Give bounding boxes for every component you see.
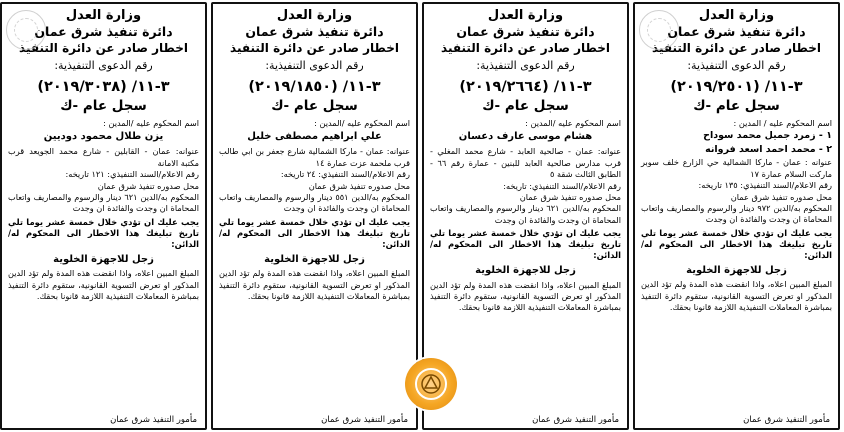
footer-signature: مأمور التنفيذ شرق عمان	[110, 415, 197, 425]
ministry-name: وزارة العدل	[276, 8, 353, 23]
register-label: سجل عام -ك	[60, 98, 147, 114]
ministry-name: وزارة العدل	[698, 8, 775, 23]
debtor-name-1: علي ابراهيم مصطفى خليل	[247, 131, 382, 143]
watermark-emblem-icon	[414, 367, 448, 401]
judgment-amount: المحكوم به/الدين ٦٢١ دينار والرسوم والمصاريف واتعاب المحاماة ان وجدت والفائدة ان وجدت	[430, 203, 621, 225]
reference-number: رقم الاعلام/السند التنفيذي: ٢٤ تاريخه:	[280, 169, 410, 180]
case-label: رقم الدعوى التنفيذية:	[476, 59, 575, 72]
case-number: ٣-١١/ (٢٠١٩/٢٦٦٤)	[459, 79, 592, 95]
payment-warning: يجب عليك ان تؤدي خلال خمسة عشر يوما تلي تاريخ تبليغك هذا الاخطار الى المحكوم له/الدائن:	[8, 216, 199, 249]
seizure-note: زجل للاجهزة الخلوية	[686, 264, 787, 276]
closing-text: المبلغ المبين اعلاه، واذا انقضت هذه المدة ولم تؤد الدين المذكور او تعرض التسوية القانونية، ستقوم دائرة التنفيذ بمباشرة المعاملات التنفيذية اللازمة قانونا بحقك.	[430, 279, 621, 313]
notice-body	[8, 118, 199, 302]
seizure-note: زجل للاجهزة الخلوية	[264, 253, 365, 265]
debtor-address: عنوانه : عمان - ماركا الشمالية حي الزارع خلف سوبر ماركت السلام عمارة ١٧	[641, 157, 832, 179]
department-name: دائرة تنفيذ شرق عمان	[34, 24, 173, 39]
notice-title: اخطار صادر عن دائرة التنفيذ	[19, 41, 188, 55]
debtor-address: عنوانه: عمان - القابلين - شارع محمد الجويعد قرب مكتبة الامانة	[8, 146, 199, 168]
seizure-note: زجل للاجهزة الخلوية	[53, 253, 154, 265]
notice-title: اخطار صادر عن دائرة التنفيذ	[441, 41, 610, 55]
notice-column-2	[422, 2, 629, 430]
case-label: رقم الدعوى التنفيذية:	[265, 59, 364, 72]
payment-warning: يجب عليك ان تؤدي خلال خمسة عشر يوما تلي تاريخ تبليغك هذا الاخطار الى المحكوم له/الدائن:	[219, 216, 410, 249]
notice-column-3	[211, 2, 418, 430]
ministry-seal-icon	[639, 10, 679, 50]
issue-place: محل صدوره تنفيذ شرق عمان	[308, 180, 410, 191]
notice-body	[641, 118, 832, 313]
reference-number: رقم الاعلام/السند التنفيذي: ١٣٥ تاريخه:	[698, 180, 832, 191]
reference-number: رقم الاعلام/السند التنفيذي: ١٢١ تاريخه:	[65, 169, 199, 180]
issue-place: محل صدوره تنفيذ شرق عمان	[519, 192, 621, 203]
case-label: رقم الدعوى التنفيذية:	[687, 59, 786, 72]
debtor-name-1: يزن طلال محمود دوديين	[43, 131, 164, 143]
closing-text: المبلغ المبين اعلاه، واذا انقضت هذه المدة ولم تؤد الدين المذكور او تعرض التسوية القانونية، ستقوم دائرة التنفيذ بمباشرة المعاملات التنفيذية اللازمة قانونا بحقك.	[641, 279, 832, 313]
notice-title: اخطار صادر عن دائرة التنفيذ	[652, 41, 821, 55]
notice-title: اخطار صادر عن دائرة التنفيذ	[230, 41, 399, 55]
ministry-seal-icon	[6, 10, 46, 50]
payment-warning: يجب عليك ان تؤدي خلال خمسة عشر يوما تلي تاريخ تبليغك هذا الاخطار الى المحكوم له/الدائن:	[430, 228, 621, 261]
issue-place: محل صدوره تنفيذ شرق عمان	[730, 191, 832, 202]
debtor-name-2: ٢ - محمد احمد اسعد فروانه	[705, 144, 832, 156]
notice-body	[430, 118, 621, 314]
notice-column-1	[633, 2, 840, 430]
seizure-note: زجل للاجهزة الخلوية	[475, 265, 576, 277]
footer-signature: مأمور التنفيذ شرق عمان	[743, 415, 830, 425]
closing-text: المبلغ المبين اعلاه، واذا انقضت هذه المدة ولم تؤد الدين المذكور او تعرض التسوية القانونية، ستقوم دائرة التنفيذ بمباشرة المعاملات التنفيذية اللازمة قانونا بحقك.	[219, 268, 410, 302]
closing-text: المبلغ المبين اعلاه، واذا انقضت هذه المدة ولم تؤد الدين المذكور او تعرض التسوية القانونية، ستقوم دائرة التنفيذ بمباشرة المعاملات التنفيذية اللازمة قانونا بحقك.	[8, 268, 199, 302]
notice-body	[219, 118, 410, 302]
debtor-label: اسم المحكوم عليه /المدين :	[103, 118, 199, 128]
register-label: سجل عام -ك	[271, 98, 358, 114]
case-number: ٣-١١/ (٢٠١٩/٣٠٣٨)	[37, 79, 170, 95]
register-label: سجل عام -ك	[693, 98, 780, 114]
department-name: دائرة تنفيذ شرق عمان	[245, 24, 384, 39]
debtor-name-1: هشام موسى عارف دعسان	[458, 131, 593, 143]
debtor-label: اسم المحكوم عليه /المدين :	[314, 118, 410, 128]
footer-signature: مأمور التنفيذ شرق عمان	[321, 415, 408, 425]
register-label: سجل عام -ك	[482, 98, 569, 114]
case-label: رقم الدعوى التنفيذية:	[54, 59, 153, 72]
reference-number: رقم الاعلام/السند التنفيذي: تاريخه:	[503, 180, 621, 191]
judgment-amount: المحكوم به/الدين ٥٥١ دينار والرسوم والمصاريف واتعاب المحاماة ان وجدت والفائدة ان وجدت	[219, 192, 410, 214]
footer-signature: مأمور التنفيذ شرق عمان	[532, 415, 619, 425]
debtor-address: عنوانه: عمان - صالحية العابد - شارع محمد المغلي - قرب مدارس صالحية العابد للبنين - عمارة رقم ٦٦ - الطابق الثالث شقة ٥	[430, 146, 621, 180]
judgment-amount: المحكوم به/الدين ٦٢١ دينار والرسوم والمصاريف واتعاب المحاماة ان وجدت والفائدة ان وجدت	[8, 192, 199, 214]
department-name: دائرة تنفيذ شرق عمان	[667, 24, 806, 39]
judgment-amount: المحكوم به/الدين ٩٧٢ دينار والرسوم والمصاريف واتعاب المحاماة ان وجدت والفائدة ان وجدت	[641, 203, 832, 225]
watermark-logo-icon	[405, 358, 457, 410]
payment-warning: يجب عليك ان تؤدي خلال خمسة عشر يوما تلي تاريخ تبليغك هذا الاخطار الى المحكوم له/الدائن:	[641, 227, 832, 260]
ministry-name: وزارة العدل	[487, 8, 564, 23]
case-number: ٣-١١/ (٢٠١٩/١٨٥٠)	[248, 79, 381, 95]
ministry-name: وزارة العدل	[65, 8, 142, 23]
debtor-label: اسم المحكوم عليه / المدين :	[733, 118, 832, 128]
department-name: دائرة تنفيذ شرق عمان	[456, 24, 595, 39]
debtor-name-1: ١ - زمرد جميل محمد سوداح	[703, 130, 832, 142]
debtor-address: عنوانه: عمان - ماركا الشمالية شارع جعفر بن ابي طالب قرب ملحمة عزت عمارة ١٤	[219, 146, 410, 168]
issue-place: محل صدوره تنفيذ شرق عمان	[97, 180, 199, 191]
notice-column-4	[0, 2, 207, 430]
case-number: ٣-١١/ (٢٠١٩/٢٥٠١)	[670, 79, 803, 95]
debtor-label: اسم المحكوم عليه /المدين :	[525, 118, 621, 128]
